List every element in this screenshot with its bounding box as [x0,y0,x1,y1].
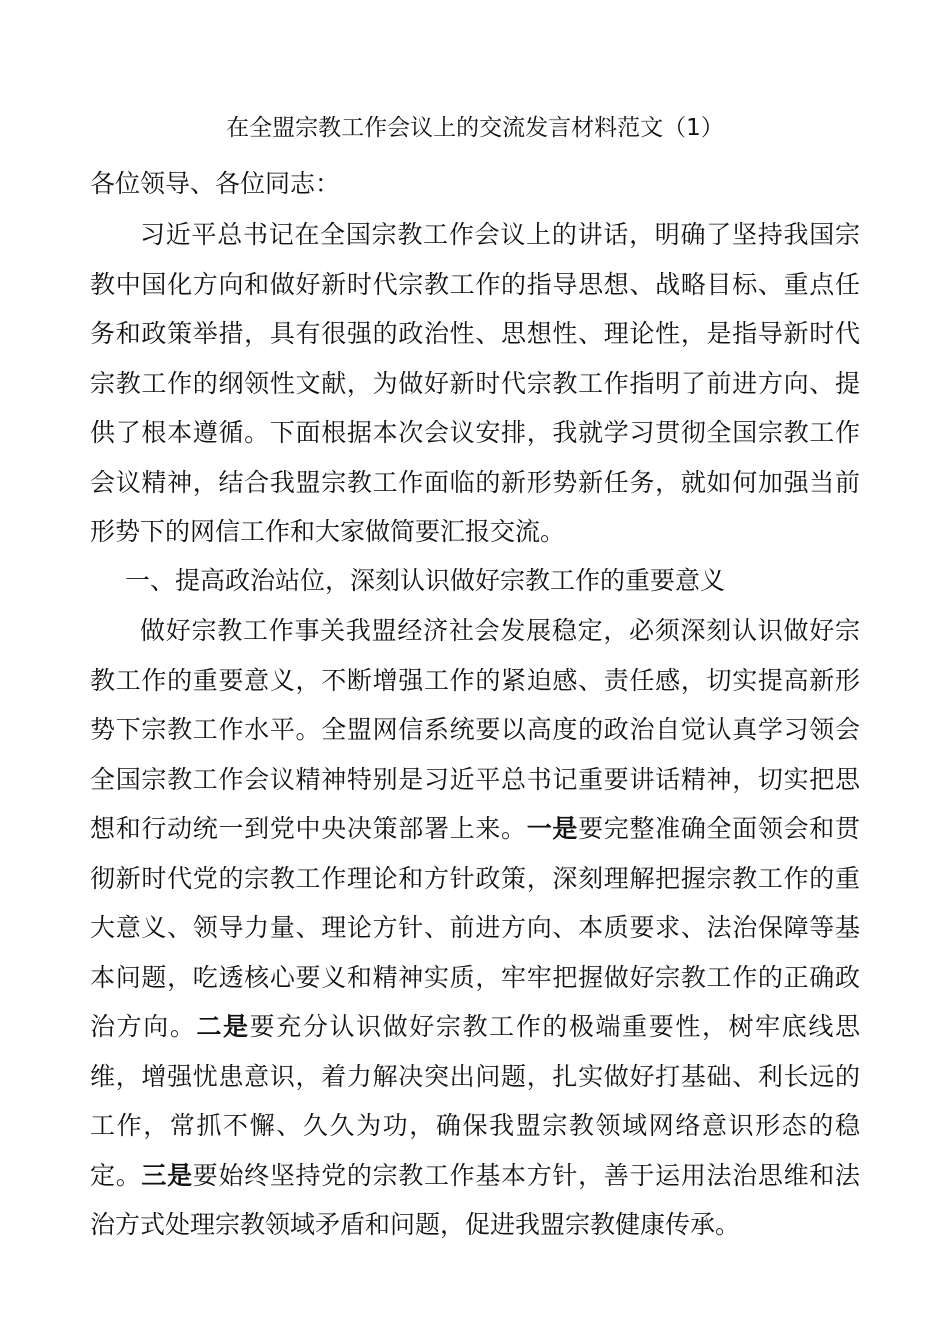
greeting: 各位领导、各位同志： [90,169,341,198]
paragraph-section-1-intro: 做好宗教工作事关我盟经济社会发展稳定，必须深刻认识做好宗教工作的重要意义，不断增强工作的紧迫感、责任感，切实提高新形势下宗教工作水平。全盟网信系统要以高度的政治自觉认真学习领会全国宗教工作会议精神特别是习近平总书记重要讲话精神，切实把思想和行动统一到党中央决策部署上来。 [90,616,860,843]
paragraph-section-1 [90,606,860,1250]
point-3-label: 三是 [141,1160,193,1190]
section-heading-1: 一、提高政治站位，深刻认识做好宗教工作的重要意义 [125,566,726,595]
point-2-text: 要充分认识做好宗教工作的极端重要性，树牢底线思维，增强忧患意识，着力解决突出问题，扎实做好打基础、利长远的工作，常抓不懈、久久为功，确保我盟宗教领域网络意识形态的稳定。 [90,1012,860,1190]
paragraph-intro: 习近平总书记在全国宗教工作会议上的讲话，明确了坚持我国宗教中国化方向和做好新时代宗教工作的指导思想、战略目标、重点任务和政策举措，具有很强的政治性、思想性、理论性，是指导新时代宗教工作的纲领性文献，为做好新时代宗教工作指明了前进方向、提供了根本遵循。下面根据本次会议安排，我就学习贯彻全国宗教工作会议精神，结合我盟宗教工作面临的新形势新任务，就如何加强当前形势下的网信工作和大家做简要汇报交流。 [90,220,860,546]
document-title: 在全盟宗教工作会议上的交流发言材料范文（1） [226,115,724,141]
point-1-label: 一是 [526,814,579,843]
point-2-label: 二是 [196,1012,250,1041]
point-1-text: 要完整准确全面领会和贯彻新时代党的宗教工作理论和方针政策，深刻理解把握宗教工作的重大意义、领导力量、理论方针、前进方向、本质要求、法治保障等基本问题，吃透核心要义和精神实质，牢牢把握做好宗教工作的正确政治方向。 [90,814,860,1041]
point-3-text: 要始终坚持党的宗教工作基本方针，善于运用法治思维和法治方式处理宗教领域矛盾和问题，促进我盟宗教健康传承。 [90,1160,860,1239]
